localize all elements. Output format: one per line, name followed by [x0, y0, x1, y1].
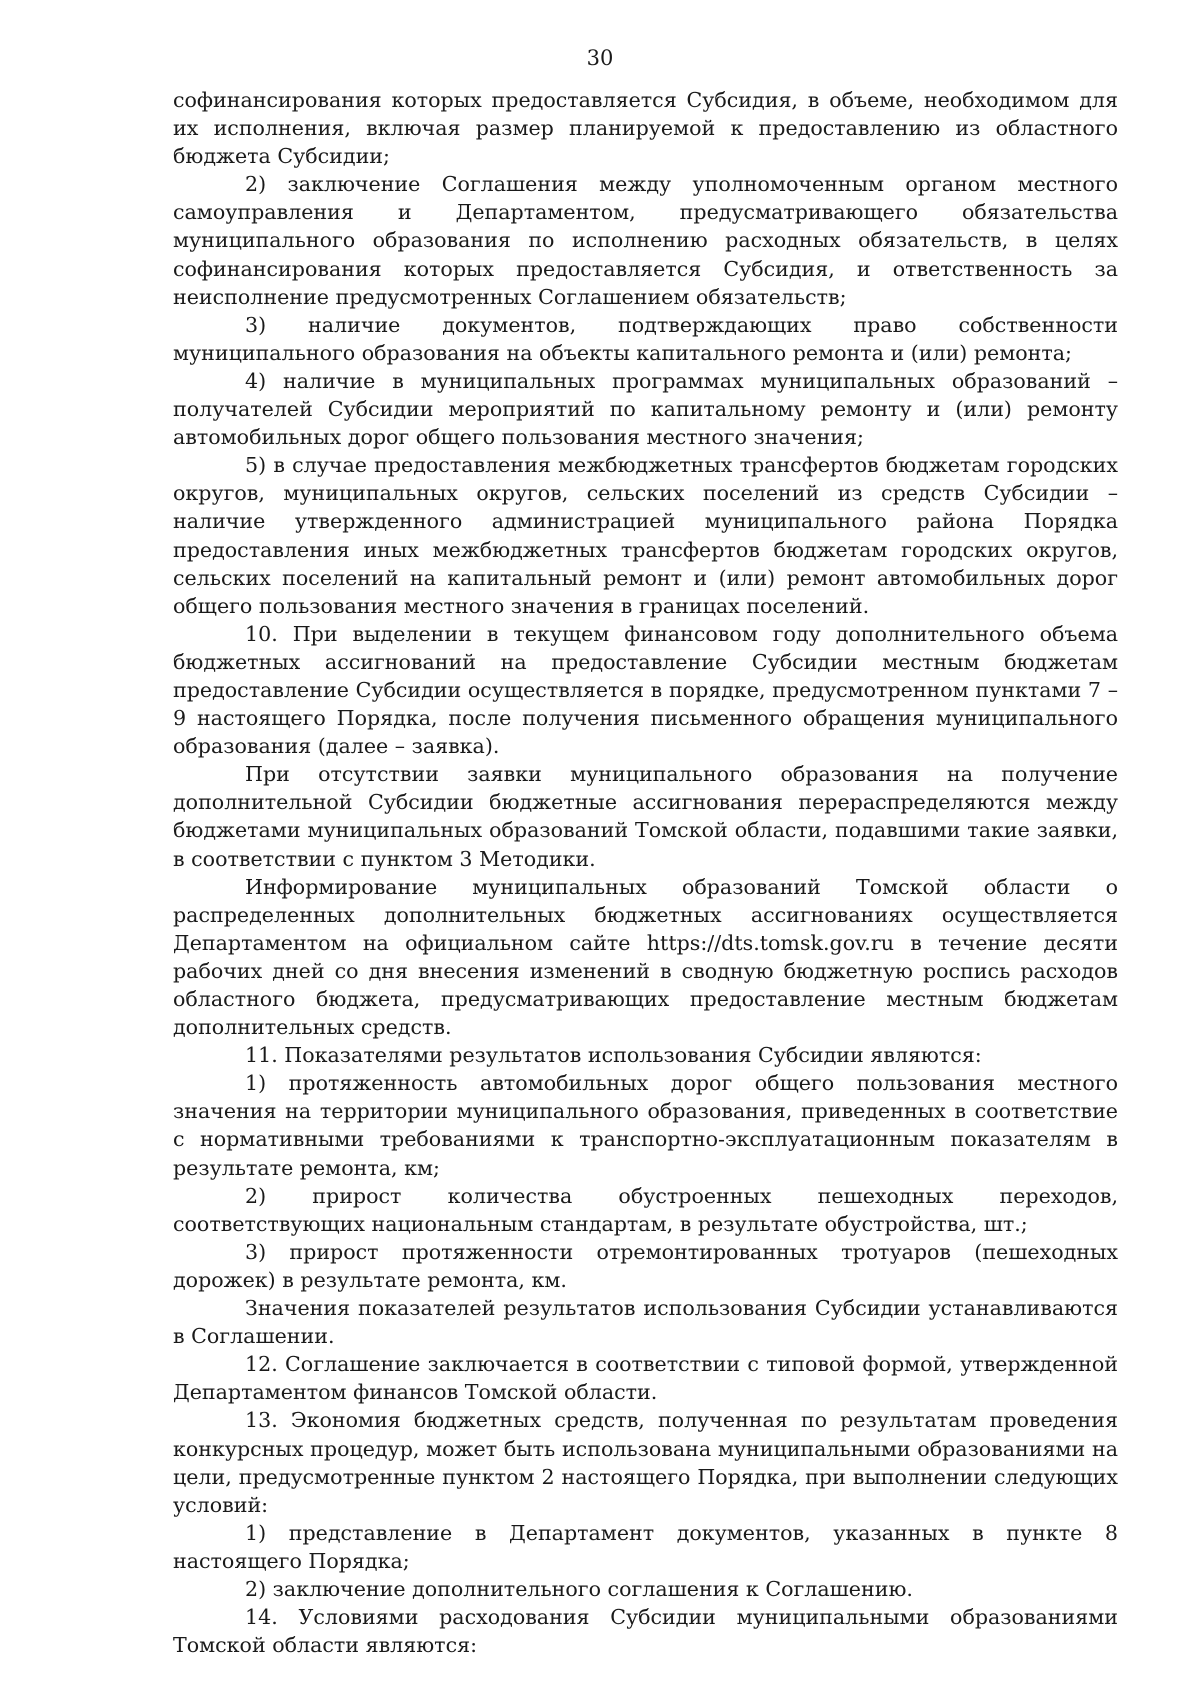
paragraph-condition-2: 2) заключение Соглашения между уполномоченным органом местного самоуправления и Департаментом, предусматривающего обязательства муниципального образования по исполнению расходных обязательств, в целях софинансирования которых предоставляется Субсидия, и ответственность за неисполнение предусмотренных Соглашением обязательств; [173, 172, 1118, 309]
paragraph-no-application: При отсутствии заявки муниципального образования на получение дополнительной Субсидии бюджетные ассигнования перераспределяются между бюджетами муниципальных образований Томской области, подавшими такие заявки, в соответствии с пунктом 3 Методики. [173, 762, 1118, 871]
paragraph-item-11: 11. Показателями результатов использования Субсидии являются: [245, 1043, 982, 1068]
paragraph-item-14: 14. Условиями расходования Субсидии муниципальными образованиями Томской области являются: [173, 1605, 1118, 1658]
document-body [173, 86, 1118, 1659]
paragraph-continuation: софинансирования которых предоставляется Субсидия, в объеме, необходимом для их исполнения, включая размер планируемой к предоставлению из областного бюджета Субсидии; [173, 88, 1118, 169]
paragraph-condition-3: 3) наличие документов, подтверждающих право собственности муниципального образования на объекты капитального ремонта и (или) ремонта; [173, 312, 1118, 365]
paragraph-indicator-2: 2) прирост количества обустроенных пешеходных переходов, соответствующих национальным стандартам, в результате обустройства, шт.; [173, 1183, 1118, 1236]
paragraph-condition-4: 4) наличие в муниципальных программах муниципальных образований – получателей Субсидии мероприятий по капитальному ремонту и (или) ремонту автомобильных дорог общего пользования местного значения; [173, 368, 1118, 450]
paragraph-savings-condition-1: 1) представление в Департамент документов, указанных в пункте 8 настоящего Порядка; [173, 1520, 1118, 1573]
paragraph-condition-5: 5) в случае предоставления межбюджетных трансфертов бюджетам городских округов, муниципальных округов, сельских поселений из средств Субсидии – наличие утвержденного администрацией муниципального района Порядка предоставления иных межбюджетных трансфертов бюджетам городских округов, сельских поселений на капитальный ремонт и (или) ремонт автомобильных дорог общего пользования местного значения в границах поселений. [173, 453, 1118, 618]
paragraph-indicator-3: 3) прирост протяженности отремонтированных тротуаров (пешеходных дорожек) в результате ремонта, км. [173, 1239, 1118, 1292]
paragraph-informing: Информирование муниципальных образований Томской области о распределенных дополнительных бюджетных ассигнованиях осуществляется Департаментом на официальном сайте https://dts.tomsk.gov.ru в течение десяти рабочих дней со дня внесения изменений в сводную бюджетную роспись расходов областного бюджета, предусматривающих предоставление местным бюджетам дополнительных средств. [173, 874, 1118, 1040]
paragraph-indicator-values: Значения показателей результатов использования Субсидии устанавливаются в Соглашении. [173, 1296, 1118, 1349]
paragraph-savings-condition-2: 2) заключение дополнительного соглашения к Соглашению. [245, 1576, 913, 1601]
paragraph-item-13: 13. Экономия бюджетных средств, полученная по результатам проведения конкурсных процедур, может быть использована муниципальными образованиями на цели, предусмотренные пунктом 2 настоящего Порядка, при выполнении следующих условий: [173, 1408, 1118, 1517]
paragraph-indicator-1: 1) протяженность автомобильных дорог общего пользования местного значения на территории муниципального образования, приведенных в соответствие с нормативными требованиями к транспортно-эксплуатационным показателям в результате ремонта, км; [173, 1071, 1118, 1180]
paragraph-item-12: 12. Соглашение заключается в соответствии с типовой формой, утвержденной Департаментом финансов Томской области. [173, 1352, 1118, 1405]
page-number: 30 [586, 46, 614, 70]
paragraph-item-10: 10. При выделении в текущем финансовом году дополнительного объема бюджетных ассигнований на предоставление Субсидии местным бюджетам предоставление Субсидии осуществляется в порядке, предусмотренном пунктами 7 – 9 настоящего Порядка, после получения письменного обращения муниципального образования (далее – заявка). [173, 621, 1118, 759]
